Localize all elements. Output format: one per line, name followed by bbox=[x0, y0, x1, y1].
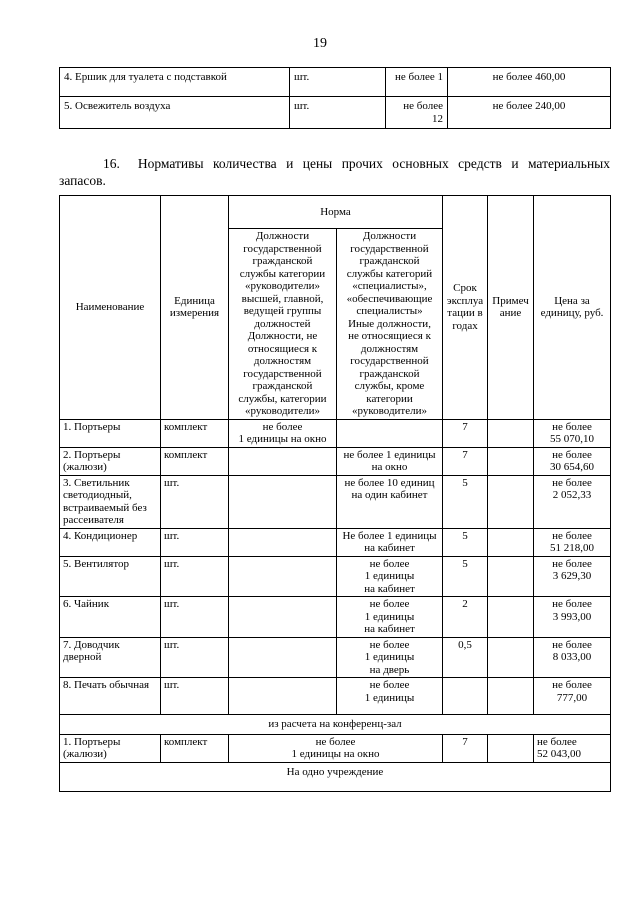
row-norm1 bbox=[229, 528, 337, 556]
item-price: не более 460,00 bbox=[448, 68, 611, 97]
row-norm1 bbox=[229, 678, 337, 715]
row-price: не более 3 629,30 bbox=[534, 556, 611, 597]
row-note bbox=[488, 678, 534, 715]
row-name: 1. Портьеры bbox=[60, 419, 161, 447]
row-price: не более 51 218,00 bbox=[534, 528, 611, 556]
row-name: 5. Вентилятор bbox=[60, 556, 161, 597]
row-price: не более 8 033,00 bbox=[534, 637, 611, 678]
conference-hall-label: из расчета на конференц-зал bbox=[60, 715, 611, 735]
row-term: 7 bbox=[443, 419, 488, 447]
item-price: не более 240,00 bbox=[448, 97, 611, 129]
row-unit: комплект bbox=[161, 419, 229, 447]
header-norm: Норма bbox=[229, 196, 443, 229]
row-note bbox=[488, 447, 534, 475]
page-number: 19 bbox=[313, 36, 327, 51]
row-name: 6. Чайник bbox=[60, 597, 161, 638]
row-price: не более 52 043,00 bbox=[534, 734, 611, 762]
row-norm2: не более 1 единицы на дверь bbox=[337, 637, 443, 678]
row-note bbox=[488, 475, 534, 528]
table-row bbox=[60, 447, 611, 475]
row-norm1 bbox=[229, 447, 337, 475]
row-note bbox=[488, 597, 534, 638]
row-name: 4. Кондиционер bbox=[60, 528, 161, 556]
header-norm-specialists: Должности государственной гражданской службы категорий «специалисты», «обеспечивающие специалисты» Иные должности, не относящиеся к должностям государственной гражданской службы, кроме категории «руководители» bbox=[337, 229, 443, 420]
row-norm1 bbox=[229, 556, 337, 597]
header-note: Примеч ание bbox=[488, 196, 534, 420]
row-name: 3. Светильник светодиодный, встраиваемый без рассеивателя bbox=[60, 475, 161, 528]
row-name: 8. Печать обычная bbox=[60, 678, 161, 715]
table-row bbox=[60, 597, 611, 638]
item-name: 4. Ершик для туалета с подставкой bbox=[60, 68, 290, 97]
row-term: 5 bbox=[443, 556, 488, 597]
row-unit: комплект bbox=[161, 447, 229, 475]
section-heading bbox=[59, 155, 610, 189]
row-price: не более 777,00 bbox=[534, 678, 611, 715]
row-unit: шт. bbox=[161, 475, 229, 528]
row-unit: шт. bbox=[161, 528, 229, 556]
table-row bbox=[60, 556, 611, 597]
section-row bbox=[60, 762, 611, 791]
row-norm2 bbox=[337, 419, 443, 447]
row-norm1: не более 1 единицы на окно bbox=[229, 419, 337, 447]
table-row bbox=[60, 678, 611, 715]
row-term: 2 bbox=[443, 597, 488, 638]
row-norm2: не более 1 единицы на окно bbox=[337, 447, 443, 475]
header-name: Наименование bbox=[60, 196, 161, 420]
row-unit: комплект bbox=[161, 734, 229, 762]
norms-table bbox=[59, 195, 611, 792]
row-term bbox=[443, 678, 488, 715]
row-price: не более 3 993,00 bbox=[534, 597, 611, 638]
item-unit: шт. bbox=[290, 97, 386, 129]
row-name: 2. Портьеры (жалюзи) bbox=[60, 447, 161, 475]
row-norm2: не более 10 единиц на один кабинет bbox=[337, 475, 443, 528]
row-note bbox=[488, 637, 534, 678]
header-term: Срок эксплуа тации в годах bbox=[443, 196, 488, 420]
item-unit: шт. bbox=[290, 68, 386, 97]
row-norm1 bbox=[229, 637, 337, 678]
header-norm-managers: Должности государственной гражданской службы категории «руководители» высшей, главной, ведущей группы должностей Должности, не относящиеся к должностям государственной гражданской службы, категории «руководители» bbox=[229, 229, 337, 420]
row-price: не более 2 052,33 bbox=[534, 475, 611, 528]
items-table-continued bbox=[59, 67, 611, 129]
row-term: 5 bbox=[443, 475, 488, 528]
row-unit: шт. bbox=[161, 556, 229, 597]
row-norm2: не более 1 единицы на кабинет bbox=[337, 556, 443, 597]
row-price: не более 30 654,60 bbox=[534, 447, 611, 475]
section-title: Нормативы количества и цены прочих основных средств и материальных запасов. bbox=[59, 156, 610, 188]
row-term: 0,5 bbox=[443, 637, 488, 678]
row-unit: шт. bbox=[161, 597, 229, 638]
table-row bbox=[60, 68, 611, 97]
row-unit: шт. bbox=[161, 637, 229, 678]
section-row bbox=[60, 715, 611, 735]
row-price: не более 55 070,10 bbox=[534, 419, 611, 447]
row-norm: не более 1 единицы на окно bbox=[229, 734, 443, 762]
item-norm: не более 1 bbox=[386, 68, 448, 97]
row-name: 1. Портьеры (жалюзи) bbox=[60, 734, 161, 762]
table-row bbox=[60, 97, 611, 129]
row-name: 7. Доводчик дверной bbox=[60, 637, 161, 678]
row-norm2: Не более 1 единицы на кабинет bbox=[337, 528, 443, 556]
table-row bbox=[60, 475, 611, 528]
row-term: 7 bbox=[443, 734, 488, 762]
row-note bbox=[488, 419, 534, 447]
table-row bbox=[60, 528, 611, 556]
row-note bbox=[488, 528, 534, 556]
table-row bbox=[60, 637, 611, 678]
section-number: 16. bbox=[103, 156, 120, 171]
row-norm1 bbox=[229, 597, 337, 638]
row-norm2: не более 1 единицы bbox=[337, 678, 443, 715]
institution-label: На одно учреждение bbox=[60, 762, 611, 791]
row-norm2: не более 1 единицы на кабинет bbox=[337, 597, 443, 638]
row-norm1 bbox=[229, 475, 337, 528]
row-note bbox=[488, 556, 534, 597]
header-unit: Единица измерения bbox=[161, 196, 229, 420]
table-row bbox=[60, 734, 611, 762]
row-term: 7 bbox=[443, 447, 488, 475]
table-row bbox=[60, 419, 611, 447]
item-name: 5. Освежитель воздуха bbox=[60, 97, 290, 129]
item-norm: не более 12 bbox=[386, 97, 448, 129]
row-note bbox=[488, 734, 534, 762]
row-term: 5 bbox=[443, 528, 488, 556]
row-unit: шт. bbox=[161, 678, 229, 715]
header-row bbox=[60, 196, 611, 229]
header-price: Цена за единицу, руб. bbox=[534, 196, 611, 420]
